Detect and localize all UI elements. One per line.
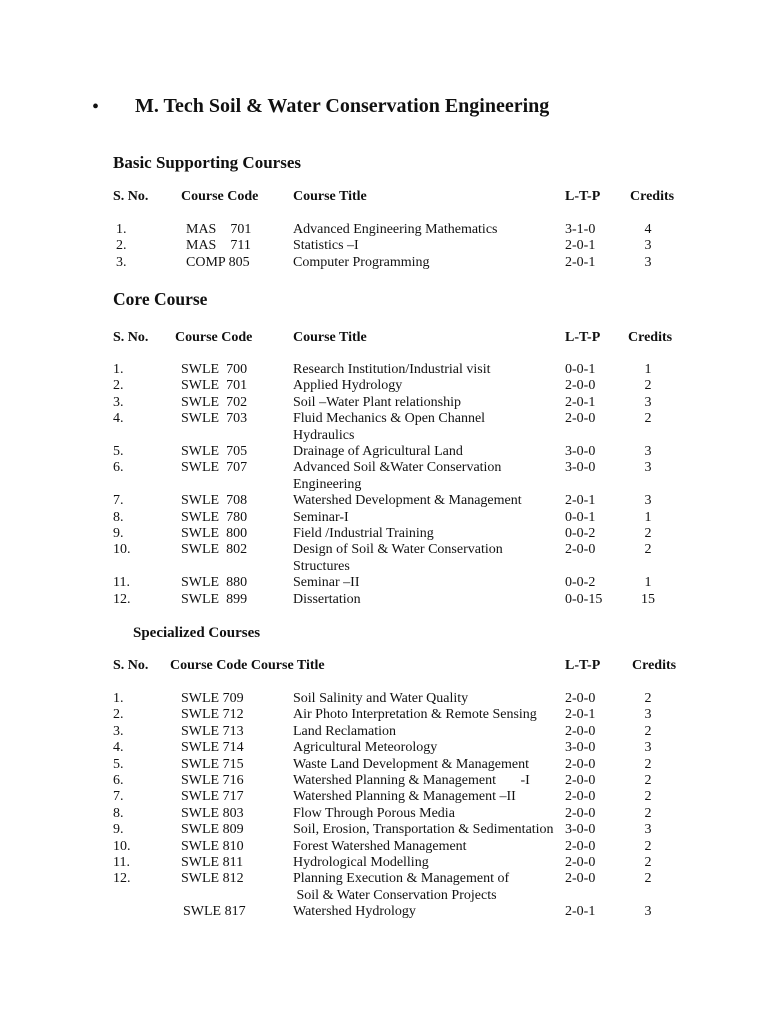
header-course-title: Course Title: [293, 330, 367, 345]
header-ltp: L-T-P: [565, 189, 601, 204]
cell-ltp: 0-0-2: [565, 575, 596, 591]
cell-credits: 3: [644, 460, 652, 476]
cell-course-code: SWLE 702: [181, 394, 248, 410]
cell-course-title: Watershed Planning & Management -I: [293, 773, 530, 788]
cell-credits: 4: [644, 222, 652, 237]
cell-sno: 6.: [113, 773, 124, 788]
cell-ltp: 0-0-1: [565, 362, 596, 377]
section-title-basic: Basic Supporting Courses: [113, 153, 301, 172]
cell-course-title: Watershed Planning & Management –II: [293, 789, 516, 805]
cell-course-code: SWLE 800: [181, 526, 248, 541]
cell-sno: 6.: [113, 460, 124, 476]
bullet-marker: •: [92, 96, 100, 118]
header-sno: S. No.: [113, 658, 149, 673]
cell-course-code: SWLE 817: [183, 904, 246, 920]
cell-ltp: 3-0-0: [565, 460, 596, 476]
section-title-core: Core Course: [113, 289, 208, 309]
cell-sno: 10.: [113, 542, 131, 558]
cell-ltp: 2-0-1: [565, 254, 596, 270]
cell-ltp: 2-0-1: [565, 394, 596, 410]
cell-ltp: 2-0-1: [565, 238, 596, 254]
cell-ltp: 2-0-0: [565, 378, 596, 394]
cell-sno: 11.: [113, 855, 130, 870]
cell-course-title: Planning Execution & Management of: [293, 871, 510, 887]
cell-course-title: Waste Land Development & Management: [293, 756, 530, 772]
cell-sno: 4.: [113, 740, 124, 756]
cell-course-title: Field /Industrial Training: [293, 526, 434, 541]
cell-course-title: Seminar –II: [293, 575, 360, 591]
cell-credits: 2: [644, 723, 652, 739]
header-course-code-title: Course Code Course Title: [170, 658, 325, 673]
cell-course-title: Soil, Erosion, Transportation & Sedimentation: [293, 822, 554, 838]
cell-ltp: 2-0-0: [565, 871, 596, 887]
cell-ltp: 2-0-0: [565, 756, 596, 772]
cell-credits: 2: [644, 789, 652, 805]
cell-sno: 12.: [113, 591, 131, 607]
cell-credits: 3: [644, 822, 652, 838]
header-course-title: Course Title: [293, 189, 367, 204]
cell-course-code: MAS 701: [186, 222, 252, 237]
cell-course-code: SWLE 811: [181, 855, 244, 870]
cell-course-code: SWLE 705: [181, 444, 248, 459]
cell-course-title: Forest Watershed Management: [293, 838, 467, 854]
cell-sno: 12.: [113, 871, 131, 887]
cell-credits: 3: [644, 904, 652, 920]
cell-credits: 1: [644, 509, 652, 525]
cell-course-code: SWLE 809: [181, 822, 244, 838]
cell-ltp: 0-0-2: [565, 526, 596, 541]
cell-sno: 1.: [113, 691, 124, 706]
header-course-code: Course Code: [175, 330, 253, 345]
cell-credits: 2: [644, 378, 652, 394]
cell-course-code: SWLE 717: [181, 789, 244, 805]
cell-sno: 2.: [116, 238, 127, 254]
cell-course-title: Drainage of Agricultural Land: [293, 444, 463, 459]
cell-credits: 3: [644, 254, 652, 270]
cell-sno: 4.: [113, 411, 124, 427]
cell-course-title: Flow Through Porous Media: [293, 805, 455, 821]
cell-course-code: SWLE 714: [181, 740, 244, 756]
cell-credits: 3: [644, 707, 652, 723]
cell-credits: 2: [644, 542, 652, 558]
cell-sno: 2.: [113, 378, 124, 394]
cell-course-code: SWLE 700: [181, 362, 248, 377]
cell-course-title: Fluid Mechanics & Open Channel: [293, 411, 486, 427]
cell-course-code: SWLE 708: [181, 493, 248, 509]
cell-course-code: SWLE 715: [181, 756, 244, 772]
cell-course-title: Structures: [293, 558, 350, 574]
cell-credits: 3: [644, 493, 652, 509]
cell-sno: 3.: [116, 254, 127, 270]
cell-course-code: MAS 711: [186, 238, 251, 254]
cell-sno: 9.: [113, 526, 124, 541]
cell-course-code: SWLE 780: [181, 509, 248, 525]
cell-ltp: 2-0-1: [565, 493, 596, 509]
cell-course-title: Design of Soil & Water Conservation: [293, 542, 503, 558]
cell-ltp: 2-0-1: [565, 707, 596, 723]
cell-credits: 2: [644, 773, 652, 788]
cell-course-code: SWLE 709: [181, 691, 244, 706]
cell-credits: 2: [644, 855, 652, 870]
cell-course-code: SWLE 701: [181, 378, 248, 394]
header-sno: S. No.: [113, 330, 149, 345]
cell-sno: 7.: [113, 789, 124, 805]
cell-course-code: SWLE 713: [181, 723, 244, 739]
cell-ltp: 3-0-0: [565, 444, 596, 459]
cell-course-title: Watershed Hydrology: [293, 904, 416, 920]
cell-credits: 3: [644, 444, 652, 459]
cell-ltp: 0-0-15: [565, 591, 603, 607]
cell-course-code: SWLE 803: [181, 805, 244, 821]
cell-course-title: Statistics –I: [293, 238, 359, 254]
cell-ltp: 3-0-0: [565, 740, 596, 756]
cell-course-title: Advanced Soil &Water Conservation: [293, 460, 502, 476]
cell-sno: 9.: [113, 822, 124, 838]
cell-course-title: Agricultural Meteorology: [293, 740, 438, 756]
cell-course-title: Soil & Water Conservation Projects: [293, 887, 497, 903]
cell-credits: 1: [644, 362, 652, 377]
header-ltp: L-T-P: [565, 330, 601, 345]
cell-course-title: Dissertation: [293, 591, 361, 607]
cell-credits: 2: [644, 526, 652, 541]
header-course-code: Course Code: [181, 189, 259, 204]
cell-course-code: SWLE 899: [181, 591, 248, 607]
cell-sno: 5.: [113, 444, 124, 459]
cell-sno: 8.: [113, 509, 124, 525]
cell-credits: 3: [644, 238, 652, 254]
cell-course-title: Soil Salinity and Water Quality: [293, 691, 469, 706]
cell-sno: 5.: [113, 756, 124, 772]
cell-course-title: Land Reclamation: [293, 723, 397, 739]
cell-course-title: Research Institution/Industrial visit: [293, 362, 491, 377]
cell-credits: 2: [644, 805, 652, 821]
cell-credits: 2: [644, 691, 652, 706]
cell-course-title: Watershed Development & Management: [293, 493, 522, 509]
cell-sno: 1.: [113, 362, 124, 377]
cell-ltp: 3-0-0: [565, 822, 596, 838]
cell-ltp: 2-0-1: [565, 904, 596, 920]
cell-credits: 1: [644, 575, 652, 591]
cell-course-title: Seminar-I: [293, 509, 349, 525]
cell-course-code: SWLE 880: [181, 575, 248, 591]
cell-sno: 11.: [113, 575, 130, 591]
cell-ltp: 2-0-0: [565, 838, 596, 854]
cell-credits: 2: [644, 756, 652, 772]
page-title: M. Tech Soil & Water Conservation Engineering: [135, 95, 550, 117]
cell-course-code: COMP 805: [186, 254, 250, 270]
cell-credits: 2: [644, 838, 652, 854]
cell-ltp: 2-0-0: [565, 542, 596, 558]
cell-sno: 10.: [113, 838, 131, 854]
header-credits: Credits: [630, 189, 675, 204]
cell-sno: 8.: [113, 805, 124, 821]
cell-ltp: 2-0-0: [565, 411, 596, 427]
cell-credits: 3: [644, 740, 652, 756]
cell-ltp: 2-0-0: [565, 723, 596, 739]
cell-course-title: Engineering: [293, 476, 362, 492]
cell-ltp: 2-0-0: [565, 691, 596, 706]
cell-course-code: SWLE 707: [181, 460, 248, 476]
cell-course-code: SWLE 802: [181, 542, 248, 558]
cell-course-code: SWLE 812: [181, 871, 244, 887]
cell-course-code: SWLE 810: [181, 838, 244, 854]
cell-ltp: 2-0-0: [565, 805, 596, 821]
header-credits: Credits: [628, 330, 673, 345]
header-credits: Credits: [632, 658, 677, 673]
cell-course-title: Hydraulics: [293, 427, 355, 443]
cell-credits: 2: [644, 411, 652, 427]
cell-course-title: Applied Hydrology: [293, 378, 403, 394]
cell-sno: 7.: [113, 493, 124, 509]
cell-credits: 2: [644, 871, 652, 887]
cell-course-title: Soil –Water Plant relationship: [293, 394, 462, 410]
cell-sno: 1.: [116, 222, 127, 237]
cell-credits: 3: [644, 394, 652, 410]
cell-course-title: Advanced Engineering Mathematics: [293, 222, 498, 237]
cell-ltp: 0-0-1: [565, 509, 596, 525]
section-title-specialized: Specialized Courses: [133, 625, 261, 641]
cell-ltp: 2-0-0: [565, 789, 596, 805]
cell-ltp: 2-0-0: [565, 773, 596, 788]
cell-ltp: 2-0-0: [565, 855, 596, 870]
cell-course-code: SWLE 716: [181, 773, 244, 788]
cell-sno: 3.: [113, 394, 124, 410]
cell-course-title: Computer Programming: [293, 254, 430, 270]
cell-course-title: Air Photo Interpretation & Remote Sensing: [293, 707, 537, 723]
cell-sno: 2.: [113, 707, 124, 723]
header-sno: S. No.: [113, 189, 149, 204]
cell-course-title: Hydrological Modelling: [293, 855, 429, 870]
cell-credits: 15: [641, 591, 655, 607]
cell-ltp: 3-1-0: [565, 222, 596, 237]
header-ltp: L-T-P: [565, 658, 601, 673]
cell-course-code: SWLE 712: [181, 707, 244, 723]
cell-sno: 3.: [113, 723, 124, 739]
cell-course-code: SWLE 703: [181, 411, 248, 427]
